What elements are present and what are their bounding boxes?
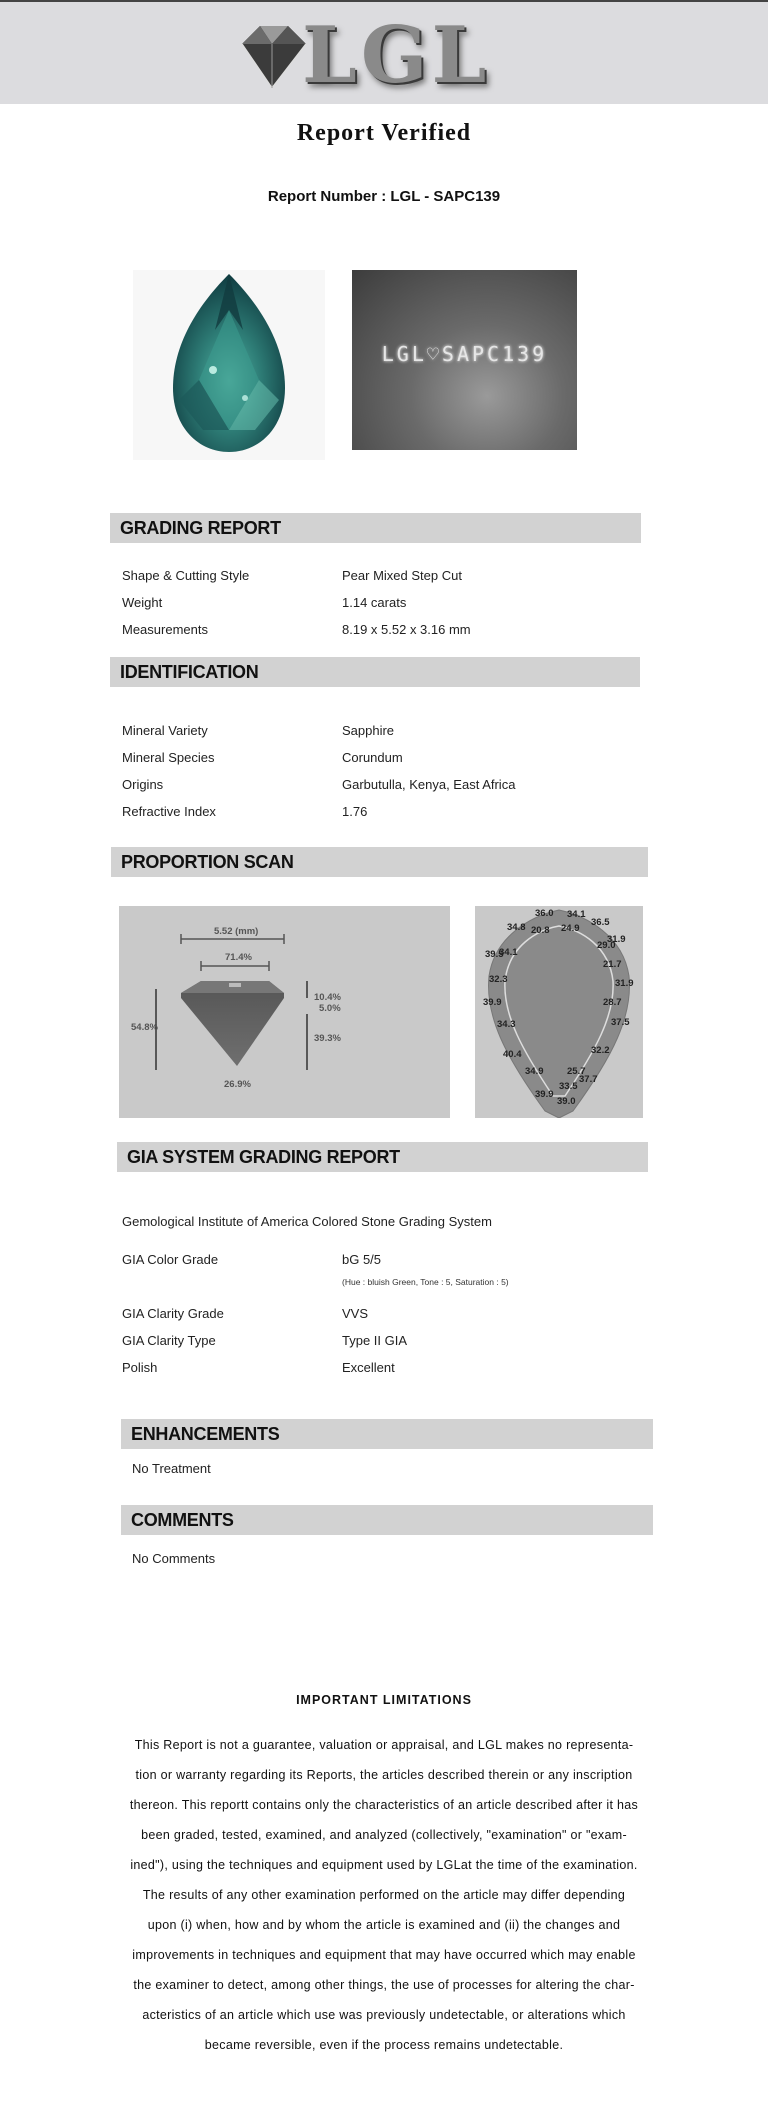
table-label: 71.4%	[225, 952, 252, 963]
top-view-label: 34.1	[567, 909, 586, 920]
limitations-line: thereon. This reportt contains only the characteristics of an article described after it has	[129, 1798, 639, 1812]
top-view-label: 36.0	[535, 908, 554, 919]
limitations-heading: IMPORTANT LIMITATIONS	[296, 1693, 472, 1707]
measurements-label: Measurements	[122, 622, 208, 637]
top-view-label: 34.3	[497, 1019, 516, 1030]
limitations-line: The results of any other examination performed on the article may differ depending	[142, 1888, 626, 1902]
origins-value: Garbutulla, Kenya, East Africa	[342, 777, 516, 792]
top-view-label: 21.7	[603, 959, 622, 970]
page-title: Report Verified	[296, 120, 472, 146]
culet-label: 26.9%	[224, 1079, 251, 1090]
top-view-label: 36.5	[591, 917, 610, 928]
weight-value: 1.14 carats	[342, 595, 407, 610]
mineral-species-value: Corundum	[342, 750, 403, 765]
top-view-label: 39.9	[535, 1089, 554, 1100]
header-banner	[0, 0, 768, 104]
gia-color-note: (Hue : bluish Green, Tone : 5, Saturation : 5)	[342, 1277, 509, 1287]
top-view-label: 33.5	[559, 1081, 578, 1092]
inscription-text: LGL♡SAPC139	[381, 342, 548, 366]
top-view-label: 34.1	[499, 947, 518, 958]
depth-label: 54.8%	[131, 1022, 158, 1033]
limitations-line: became reversible, even if the process remains undetectable.	[204, 2038, 564, 2052]
mineral-variety-value: Sapphire	[342, 723, 395, 738]
limitations-line: This Report is not a guarantee, valuation or appraisal, and LGL makes no representa-	[134, 1738, 634, 1752]
polish-value: Excellent	[342, 1360, 395, 1375]
gia-color-value: bG 5/5	[342, 1252, 382, 1267]
top-view-label: 37.7	[579, 1074, 598, 1085]
measurements-value: 8.19 x 5.52 x 3.16 mm	[342, 622, 471, 637]
pavilion-label: 39.3%	[314, 1033, 341, 1044]
profile-diagram	[119, 906, 450, 1118]
top-view-label: 39.9	[483, 997, 502, 1008]
mineral-species-label: Mineral Species	[122, 750, 215, 765]
proportion-scan-heading: PROPORTION SCAN	[111, 847, 648, 877]
limitations-line: tion or warranty regarding its Reports, the articles described therein or any inscription	[135, 1768, 633, 1782]
shape-value: Pear Mixed Step Cut	[342, 568, 462, 583]
mineral-variety-label: Mineral Variety	[122, 723, 208, 738]
top-view-label: 34.8	[507, 922, 526, 933]
top-view-label: 39.5	[485, 949, 504, 960]
top-view-label: 28.7	[603, 997, 622, 1008]
limitations-line: been graded, tested, examined, and analyzed (collectively, "examination" or "exam-	[141, 1828, 627, 1842]
logo-text: LGL	[302, 10, 491, 101]
top-view-label: 31.9	[607, 934, 626, 945]
limitations-line: improvements in techniques and equipment that may have occurred which may enable	[132, 1948, 636, 1962]
limitations-line: ined"), using the techniques and equipment used by LGLat the time of the examination.	[130, 1858, 638, 1872]
top-view-label: 32.3	[489, 974, 508, 985]
enhancements-value: No Treatment	[132, 1461, 211, 1476]
refractive-index-label: Refractive Index	[122, 804, 216, 819]
limitations-line: the examiner to detect, among other things, the use of processes for altering the char-	[133, 1978, 635, 1992]
comments-heading: COMMENTS	[121, 1505, 653, 1535]
top-view-label: 31.9	[615, 978, 634, 989]
top-view-label: 37.5	[611, 1017, 630, 1028]
comments-value: No Comments	[132, 1551, 216, 1566]
width-label: 5.52 (mm)	[214, 926, 259, 937]
top-view-label: 34.9	[525, 1066, 544, 1077]
gia-system-name: Gemological Institute of America Colored Stone Grading System	[122, 1214, 492, 1229]
top-view-label: 24.9	[561, 923, 580, 934]
top-view-label: 32.2	[591, 1045, 610, 1056]
gia-color-label: GIA Color Grade	[122, 1252, 219, 1267]
gemstone-photo	[133, 270, 325, 460]
enhancements-heading: ENHANCEMENTS	[121, 1419, 653, 1449]
diamond-icon	[232, 22, 312, 92]
shape-label: Shape & Cutting Style	[122, 568, 250, 583]
origins-label: Origins	[122, 777, 164, 792]
grading-report-heading: GRADING REPORT	[110, 513, 641, 543]
gia-system-heading: GIA SYSTEM GRADING REPORT	[117, 1142, 648, 1172]
limitations-line: upon (i) when, how and by whom the article is examined and (ii) the changes and	[147, 1918, 621, 1932]
top-view-label: 29.0	[597, 940, 616, 951]
identification-heading: IDENTIFICATION	[110, 657, 640, 687]
gia-clarity-type-value: Type II GIA	[342, 1333, 408, 1348]
gia-clarity-grade-value: VVS	[342, 1306, 369, 1321]
weight-label: Weight	[122, 595, 163, 610]
crown-label: 10.4%	[314, 992, 341, 1003]
lgl-logo	[232, 10, 492, 101]
top-view-label: 40.4	[503, 1049, 522, 1060]
top-view-label: 25.7	[567, 1066, 586, 1077]
report-number: Report Number : LGL - SAPC139	[267, 188, 501, 205]
inscription-photo	[352, 270, 577, 450]
top-view-label: 20.8	[531, 925, 550, 936]
top-view-label: 39.0	[557, 1096, 576, 1107]
top-view-diagram	[475, 906, 643, 1118]
polish-label: Polish	[122, 1360, 158, 1375]
girdle-label: 5.0%	[319, 1003, 341, 1014]
gia-clarity-type-label: GIA Clarity Type	[122, 1333, 216, 1348]
gia-clarity-grade-label: GIA Clarity Grade	[122, 1306, 224, 1321]
refractive-index-value: 1.76	[342, 804, 368, 819]
limitations-line: acteristics of an article which use was previously undetectable, or alterations which	[142, 2008, 626, 2022]
